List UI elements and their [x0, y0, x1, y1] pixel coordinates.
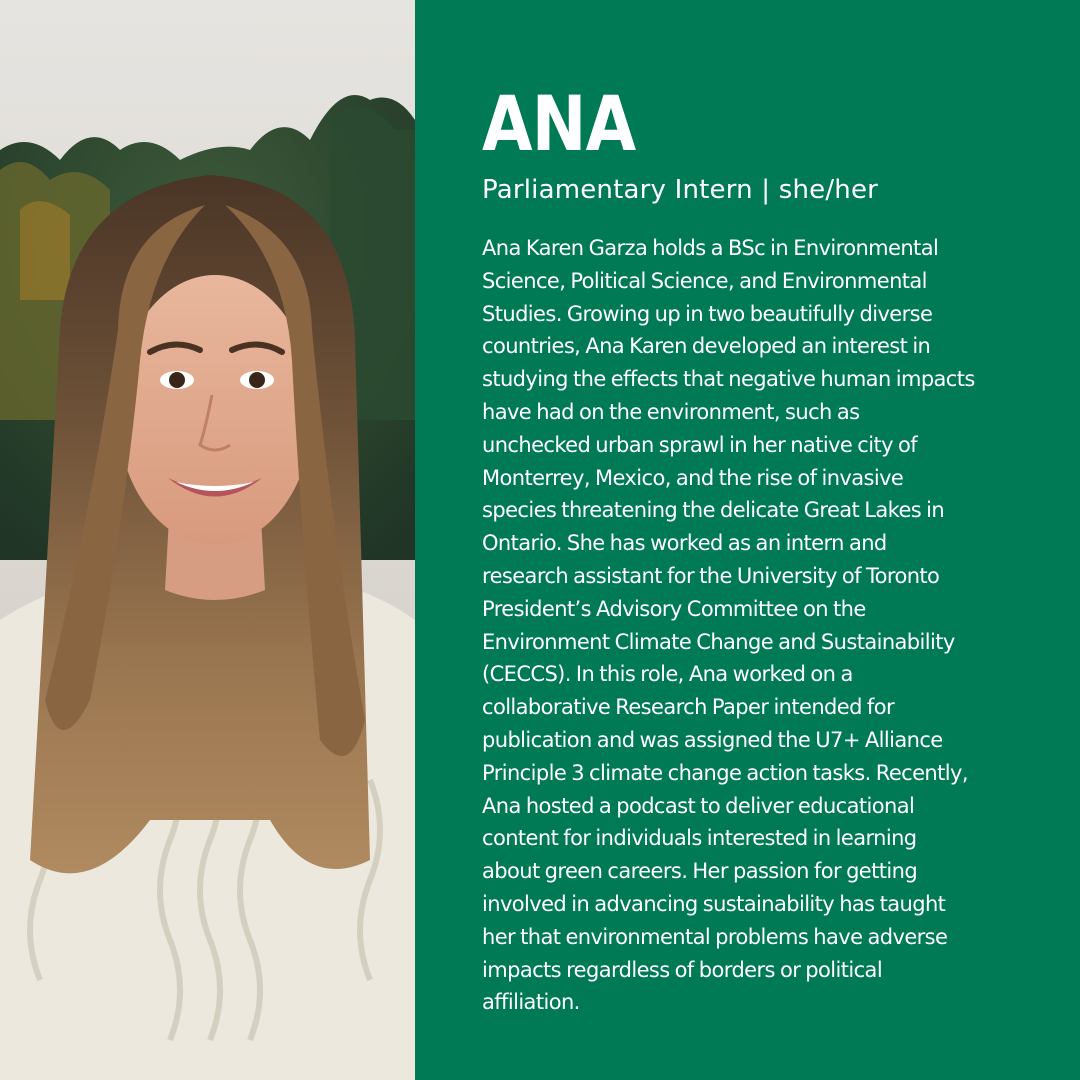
bio-line: publication and was assigned the U7+ Alliance: [482, 727, 943, 752]
bio-line: countries, Ana Karen developed an interest in: [482, 334, 931, 359]
bio-line: Science, Political Science, and Environmental: [482, 268, 927, 293]
bio-line: species threatening the delicate Great Lakes in: [482, 498, 945, 523]
bio-line: President’s Advisory Committee on the: [482, 596, 866, 621]
bio-line: have had on the environment, such as: [482, 399, 860, 424]
bio-line: research assistant for the University of Toronto: [482, 563, 940, 588]
bio-line: Ana Karen Garza holds a BSc in Environmental: [482, 236, 939, 260]
bio-line: affiliation.: [482, 990, 580, 1015]
bio-line: Monterrey, Mexico, and the rise of invasive: [482, 465, 904, 490]
bio-panel: [415, 0, 1080, 1080]
bio-line: Environment Climate Change and Sustainability: [482, 629, 955, 654]
bio-line: unchecked urban sprawl in her native city of: [482, 432, 918, 457]
bio-line: her that environmental problems have adverse: [482, 924, 948, 949]
bio-line: content for individuals interested in learning: [482, 826, 917, 851]
bio-line: (CECCS). In this role, Ana worked on a: [482, 662, 853, 687]
bio-line: about green careers. Her passion for getting: [482, 859, 918, 884]
bio-line: Ana hosted a podcast to deliver educational: [482, 793, 915, 818]
person-name: ANA: [482, 79, 636, 168]
bio-line: Principle 3 climate change action tasks. Recently,: [482, 760, 968, 785]
bio-text: [482, 232, 1080, 1019]
bio-line: Studies. Growing up in two beautifully diverse: [482, 301, 933, 326]
bio-line: collaborative Research Paper intended for: [482, 695, 894, 720]
bio-line: involved in advancing sustainability has taught: [482, 891, 946, 916]
bio-line: Ontario. She has worked as an intern and: [482, 531, 887, 556]
portrait-illustration: [0, 0, 415, 1080]
portrait-photo: [0, 0, 415, 1080]
bio-line: impacts regardless of borders or political: [482, 957, 883, 982]
role-title: Parliamentary Intern | she/her: [482, 175, 879, 205]
bio-line: studying the effects that negative human impacts: [482, 367, 975, 392]
